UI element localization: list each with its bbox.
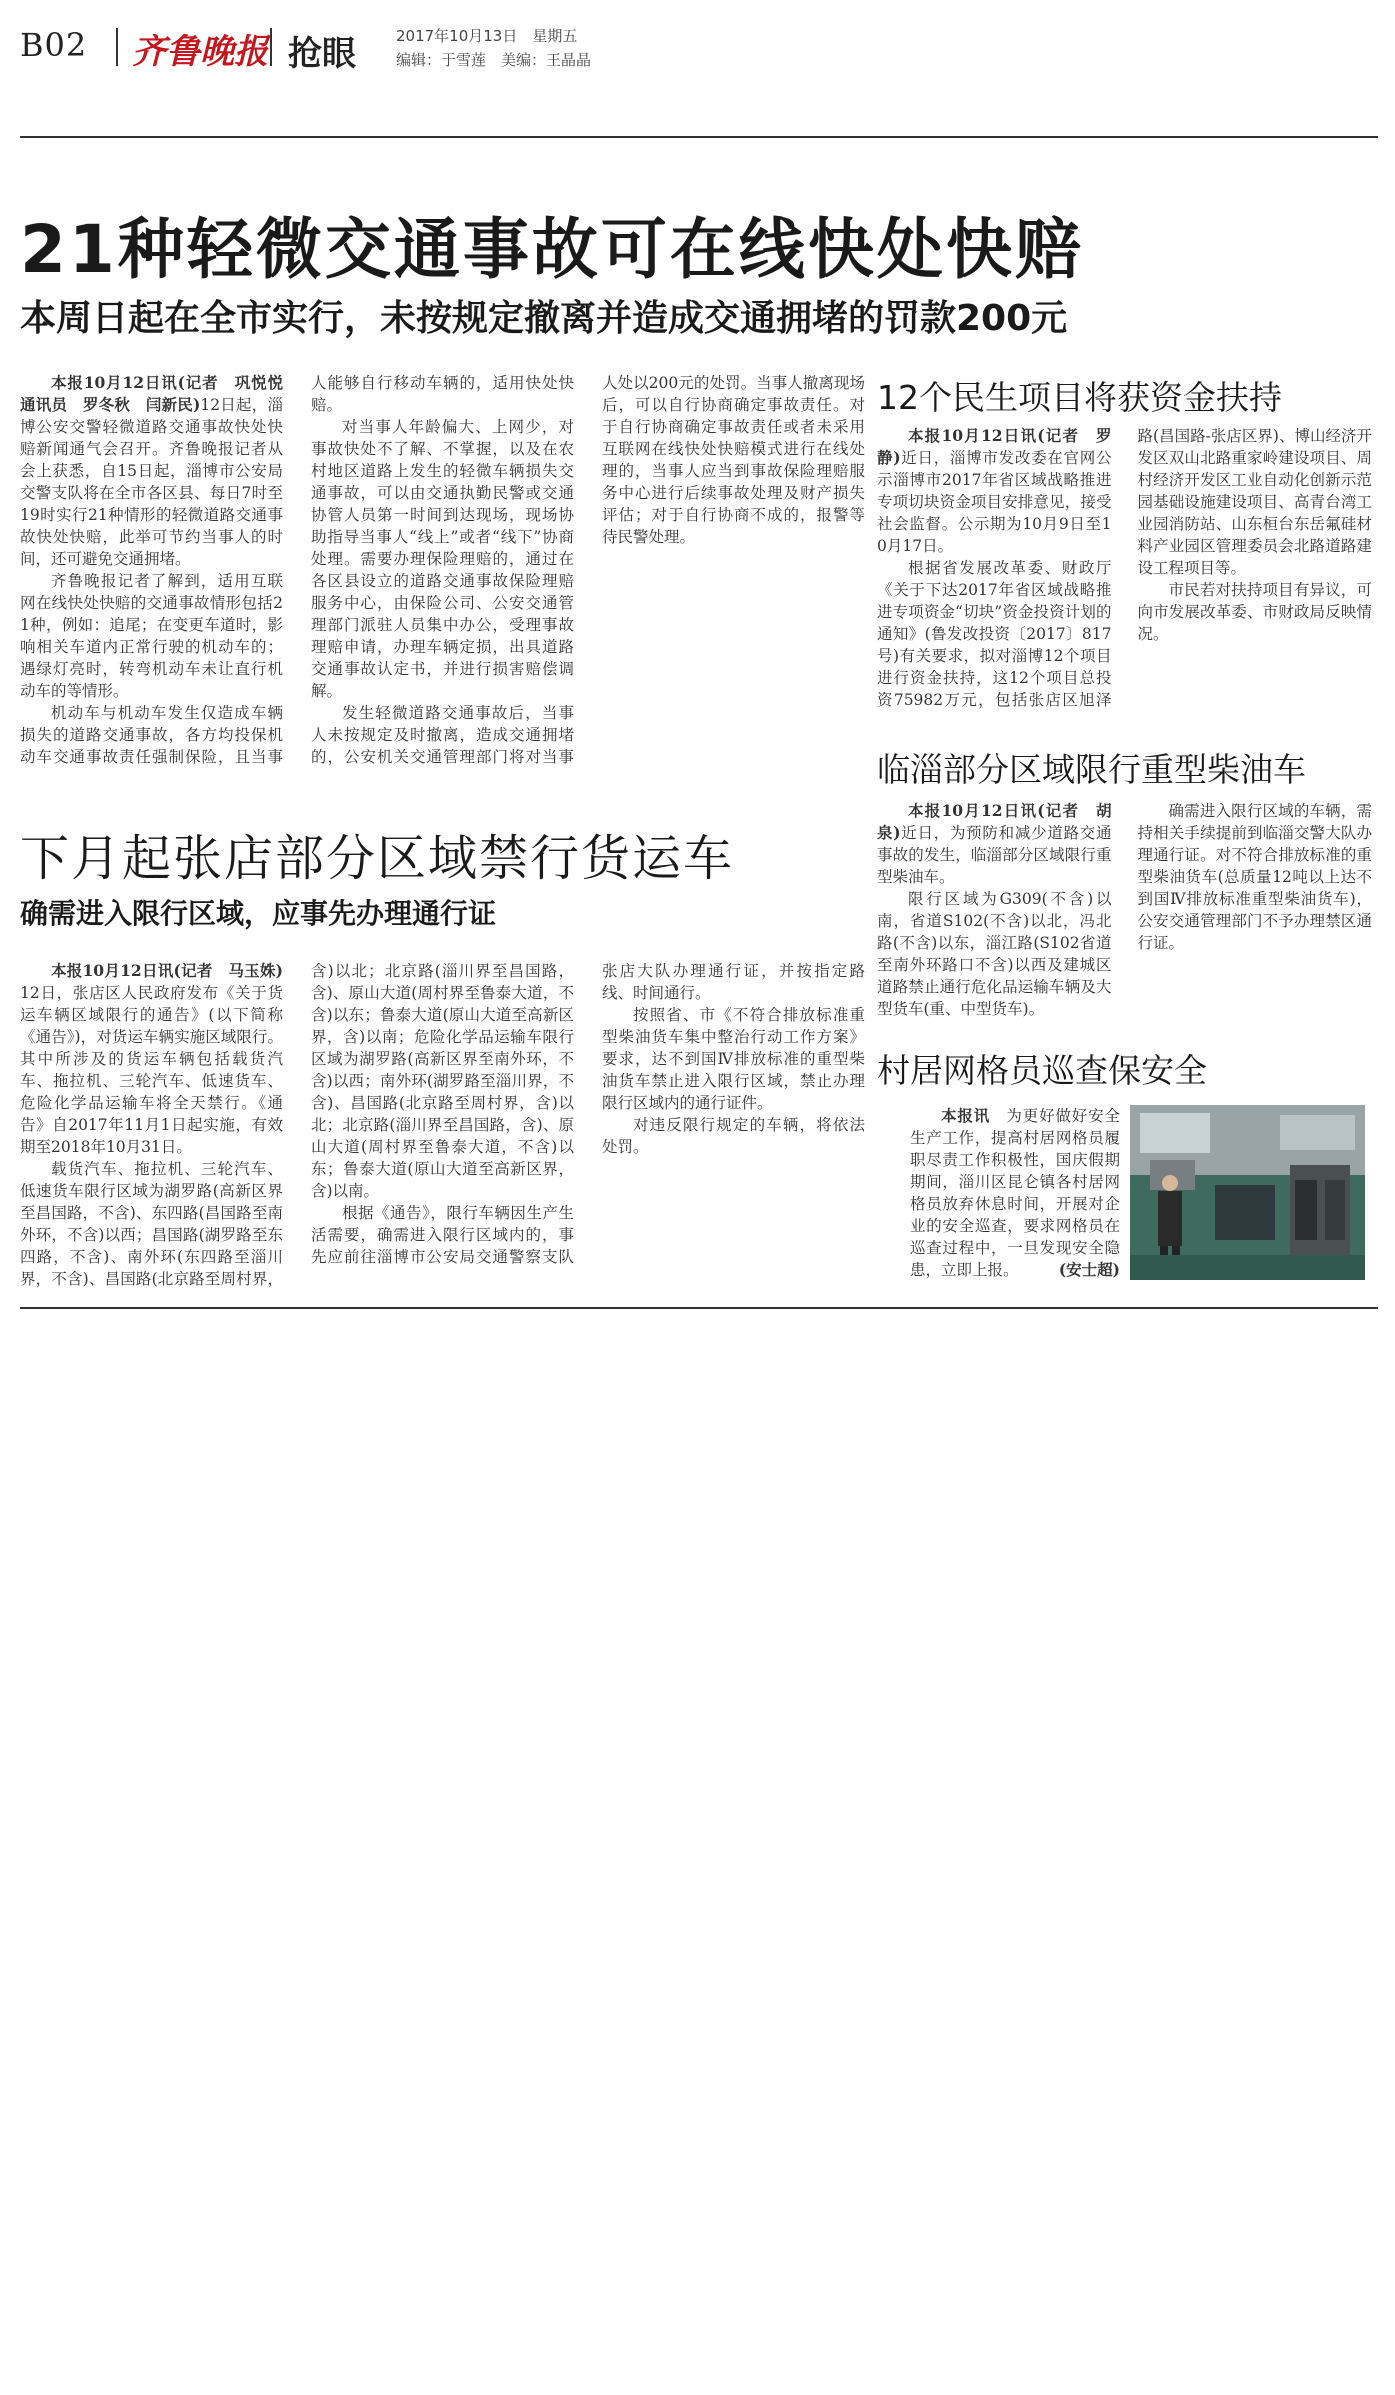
newspaper-logo: 齐鲁晚报 (132, 32, 268, 72)
article2-subheadline: 确需进入限行区域，应事先办理通行证 (20, 897, 497, 930)
article5-headline: 村居网格员巡查保安全 (877, 1051, 1207, 1090)
masthead-divider (270, 28, 272, 66)
article2-paragraph: 12日，张店区人民政府发布《关于货运车辆区域限行的通告》(以下简称《通告》)，对货运车辆实施区域限行。其中所涉及的货运车辆包括载货汽车、拖拉机、三轮汽车、低速货车、危险化学品运输车将全天禁行。《通告》自2017年11月1日起实施，有效期至2018年10月31日。 (20, 984, 283, 1156)
article4-byline: 本报10月12日讯(记者 胡泉) (877, 801, 1112, 842)
article5-body (910, 1105, 1120, 1295)
article1-byline: 本报10月12日讯(记者 巩悦悦 通讯员 罗冬秋 闫新民) (20, 373, 299, 414)
article3-byline: 本报10月12日讯(记者 罗静) (877, 426, 1112, 467)
main-headline: 21种轻微交通事故可在线快处快赔 (20, 211, 1084, 288)
article4-paragraph: 近日，为预防和减少道路交通事故的发生，临淄部分区域限行重型柴油车。 (877, 824, 1112, 886)
article1-paragraph: 对当事人年龄偏大、上网少，对事故快处不了解、不掌握，以及在农村地区道路上发生的轻微车辆损失交通事故，可以由交通执勤民警或交通协管人员第一时间到达现场，现场协助指导当事人“线上”或者“线下”协商处理。需要办理保险理赔的，通过在各区县设立的道路交通事故保险理赔服务中心，由保险公司、公安交通管理部门派驻人员集中办公，受理事故理赔申请，办理车辆定损，出具道路交通事故认定书，并进行损害赔偿调解。 (311, 418, 574, 700)
article2-paragraph: 按照省、市《不符合排放标准重型柴油货车集中整治行动工作方案》要求，达不到国Ⅳ排放标准的重型柴油货车禁止进入限行区域，禁止办理限行区域内的通行证件。 (602, 1006, 865, 1112)
article5-signature: (安士超) (1058, 1260, 1120, 1279)
article4-paragraph: 限行区域为G309(不含)以南，省道S102(不含)以北，冯北路(不含)以东，淄江路(S102省道至南外环路口不含)以西及建城区道路禁止通行危化品运输车辆及大型货车(重、中型货车)。 (877, 890, 1112, 1018)
article2-byline: 本报10月12日讯(记者 马玉姝) (51, 961, 283, 980)
main-subheadline: 本周日起在全市实行，未按规定撤离并造成交通拥堵的罚款200元 (20, 298, 1068, 339)
article2-paragraph: 对违反限行规定的车辆，将依法处罚。 (602, 1116, 865, 1156)
masthead (20, 22, 1380, 82)
article1-paragraph: 机动车与机动车发生仅造成车辆损失的道路交通事故，各方均投保机动车交通事故责任强制保险，且当事人能够自行移动车辆的，适用快处快赔。 (20, 374, 574, 766)
article2-headline: 下月起张店部分区域禁行货运车 (20, 830, 735, 887)
article4-body (877, 800, 1372, 1040)
article1-paragraph: 发生轻微道路交通事故后，当事人未按规定及时撤离，造成交通拥堵的，公安机关交通管理部门将对当事人处以200元的处罚。当事人撤离现场后，可以自行协商确定事故责任。对于自行协商确定事故责任或者未采用互联网在线快处快赔模式进行在线处理的，当事人应当到事故保险理赔服务中心进行后续事故处理及财产损失评估；对于自行协商不成的，报警等待民警处理。 (311, 374, 865, 766)
masthead-divider (116, 28, 118, 66)
article3-headline: 12个民生项目将获资金扶持 (877, 378, 1282, 417)
article1-paragraph: 齐鲁晚报记者了解到，适用互联网在线快处快赔的交通事故情形包括21种，例如：追尾；在变更车道时，影响相关车道内正常行驶的机动车的；遇绿灯亮时，转弯机动车未让直行机动车的等情形。 (20, 572, 283, 700)
page-number: B02 (20, 26, 88, 64)
article4-paragraph: 确需进入限行区域的车辆，需持相关手续提前到临淄交警大队办理通行证。对不符合排放标准的重型柴油货车(总质量12吨以上达不到国Ⅳ排放标准重型柴油货车)，公安交通管理部门不予办理禁区通行证。 (1137, 802, 1372, 952)
factory-inspection-photo (1130, 1105, 1365, 1280)
article1-body (20, 372, 865, 772)
article5-paragraph: 为更好做好安全生产工作，提高村居网格员履职尽责工作积极性，国庆假期期间，淄川区昆仑镇各村居网格员放弃休息时间，开展对企业的安全巡查，要求网格员在巡查过程中，一旦发现安全隐患，立即上报。 (910, 1107, 1120, 1279)
editor-credits: 编辑：于雪莲 美编：王晶晶 (396, 51, 592, 69)
article5-byline: 本报讯 (941, 1106, 991, 1125)
top-rule (20, 136, 1378, 138)
article2-body (20, 960, 865, 1295)
article1-paragraph: 12日起，淄博公安交警轻微道路交通事故快处快赔新闻通气会召开。齐鲁晚报记者从会上获悉，自15日起，淄博市公安局交警支队将在全市各区县、每日7时至19时实行21种情形的轻微道路交通事故快处快赔，此举可节约当事人的时间，还可避免交通拥堵。 (20, 396, 283, 568)
article3-paragraph: 近日，淄博市发改委在官网公示淄博市2017年省区域战略推进专项切块资金项目安排意见，接受社会监督。公示期为10月9日至10月17日。 (877, 449, 1112, 555)
issue-date: 2017年10月13日 星期五 (396, 27, 578, 45)
article2-paragraph: 根据《通告》，限行车辆因生产生活需要，确需进入限行区域内的，事先应前往淄博市公安局交通警察支队张店大队办理通行证，并按指定路线、时间通行。 (311, 962, 865, 1266)
article4-headline: 临淄部分区域限行重型柴油车 (877, 750, 1306, 789)
article3-body (877, 425, 1372, 720)
article3-paragraph: 市民若对扶持项目有异议，可向市发展改革委、市财政局反映情况。 (1137, 581, 1372, 643)
section-name: 抢眼 (288, 34, 356, 74)
article2-paragraph: 载货汽车、拖拉机、三轮汽车、低速货车限行区域为湖罗路(高新区界至昌国路，不含)、东四路(昌国路至南外环，不含)以西；昌国路(湖罗路至东四路，不含)、南外环(东四路至淄川界，不含)、昌国路(北京路至周村界，含)以北；北京路(淄川界至昌国路，含)、原山大道(周村界至鲁泰大道，不含)以东；鲁泰大道(原山大道至高新区界，含)以南；危险化学品运输车限行区域为湖罗路(高新区界至南外环，不含)以西；南外环(湖罗路至淄川界，不含)、昌国路(北京路至周村界，含)以北；北京路(淄川界至昌国路，含)、原山大道(周村界至鲁泰大道，不含)以东；鲁泰大道(原山大道至高新区界，含)以南。 (20, 962, 574, 1288)
bottom-rule (20, 1307, 1378, 1309)
article3-paragraph: 根据省发展改革委、财政厅《关于下达2017年省区域战略推进专项资金“切块”资金投资计划的通知》(鲁发改投资〔2017〕817号)有关要求，拟对淄博12个项目进行资金扶持，这12个项目总投资75982万元，包括张店区旭泽路(昌国路-张店区界)、博山经济开发区双山北路重家岭建设项目、周村经济开发区工业自动化创新示范园基础设施建设项目、高青台湾工业园消防站、山东桓台东岳氟硅材料产业园区管理委员会北路道路建设工程项目等。 (877, 427, 1372, 709)
